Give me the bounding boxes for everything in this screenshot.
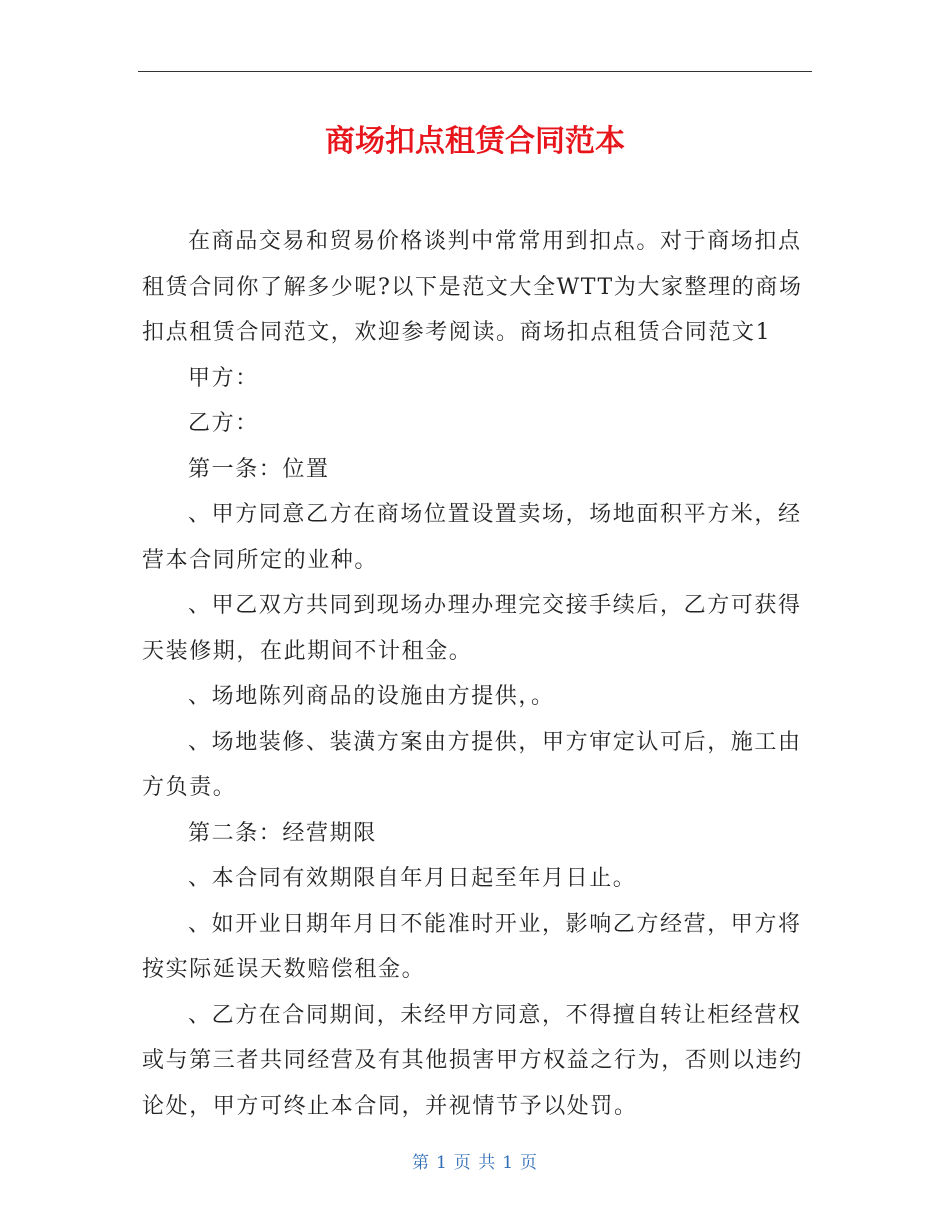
footer-prefix: 第 bbox=[411, 1153, 430, 1173]
page-number-footer bbox=[0, 1149, 950, 1177]
footer-total-pages: 1 bbox=[502, 1153, 515, 1173]
article-1-clause-2: 、甲乙双方共同到现场办理办理完交接手续后，乙方可获得天装修期，在此期间不计租金。 bbox=[142, 593, 802, 664]
article-1-clause-3: 、场地陈列商品的设施由方提供，。 bbox=[188, 684, 555, 709]
article-2-clause-3: 、乙方在合同期间，未经甲方同意，不得擅自转让柜经营权或与第三者共同经营及有其他损害甲方权益之行为，否则以违约论处，甲方可终止本合同，并视情节予以处罚。 bbox=[142, 1002, 803, 1119]
document-title: 商场扣点租赁合同范本 bbox=[325, 124, 625, 159]
header-rule bbox=[138, 71, 812, 72]
article-1-heading: 第一条：位置 bbox=[188, 456, 330, 482]
footer-page-number: 1 bbox=[435, 1153, 448, 1173]
article-1-clause-4: 、场地装修、装潢方案由方提供，甲方审定认可后，施工由方负责。 bbox=[142, 729, 802, 800]
article-2-heading: 第二条：经营期限 bbox=[188, 820, 377, 846]
party-a-line: 甲方： bbox=[188, 365, 259, 391]
document-body bbox=[142, 219, 810, 1129]
party-b-line: 乙方： bbox=[188, 411, 259, 436]
footer-suffix: 页 bbox=[520, 1153, 539, 1173]
article-1-clause-1: 、甲方同意乙方在商场位置设置卖场，场地面积平方米，经营本合同所定的业种。 bbox=[142, 502, 802, 573]
article-2-clause-1: 、本合同有效期限自年月日起至年月日止。 bbox=[188, 866, 637, 891]
article-2-clause-2: 、如开业日期年月日不能准时开业，影响乙方经营，甲方将按实际延误天数赔偿租金。 bbox=[142, 911, 802, 982]
footer-middle: 页 共 bbox=[453, 1153, 497, 1173]
intro-paragraph: 在商品交易和贸易价格谈判中常常用到扣点。对于商场扣点租赁合同你了解多少呢?以下是范文大全WTT为大家整理的商场扣点租赁合同范文，欢迎参考阅读。商场扣点租赁合同范文1 bbox=[142, 229, 803, 345]
